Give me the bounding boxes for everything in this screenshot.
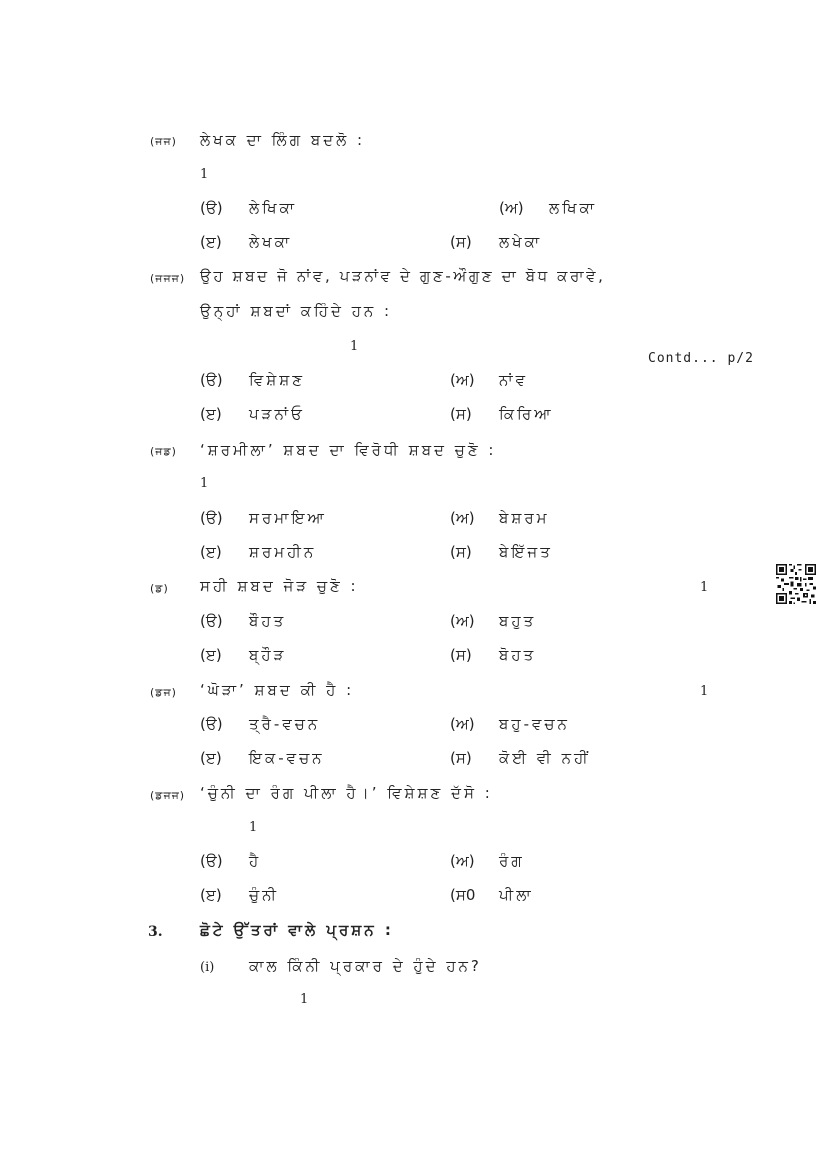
question-text: ‘ਸ਼ਰਮੀਲਾ’ ਸ਼ਬਦ ਦਾ ਵਿਰੋਧੀ ਸ਼ਬਦ ਚੁਣੋ :: [200, 441, 497, 459]
option-text: ਲਖਿਕਾ: [549, 199, 598, 217]
question-marks: 1: [249, 820, 258, 835]
option-text: ਤ੍ਰੈ-ਵਚਨ: [249, 715, 321, 733]
option-text: ਪੀਲਾ: [499, 886, 534, 904]
question-text: ‘ਚੁੰਨੀ ਦਾ ਰੰਗ ਪੀਲਾ ਹੈ।’ ਵਿਸ਼ੇਸ਼ਣ ਦੱਸੋ :: [200, 784, 493, 802]
option-text: ਪੜਨਾਂਓ: [249, 405, 305, 423]
option-label: (ਅ): [450, 509, 475, 527]
option-label: (ੳ): [200, 612, 223, 630]
question-text-line2: ਉਨ੍ਹਾਂ ਸ਼ਬਦਾਂ ਕਹਿੰਦੇ ਹਨ :: [200, 302, 393, 320]
option-label: (ਸ): [450, 543, 472, 561]
option-text: ਬਹੁ-ਵਚਨ: [499, 715, 570, 733]
option-text: ਕਿਰਿਆ: [499, 405, 554, 423]
option-text: ਸ਼ਰਮਹੀਨ: [249, 543, 317, 561]
option-label: (ੲ): [200, 749, 222, 767]
question-label: (ਜਡ): [150, 445, 177, 458]
option-text: ਬੋਹਤ: [499, 646, 537, 664]
option-text: ਕੋਈ ਵੀ ਨਹੀਂ: [499, 749, 591, 767]
option-text: ਬੌਹਤ: [249, 612, 287, 630]
option-text: ਰੰਗ: [499, 852, 525, 870]
option-label: (ੳ): [200, 199, 223, 217]
option-text: ਲੇਖਿਕਾ: [249, 199, 298, 217]
option-text: ਬੇਇੱਜਤ: [499, 543, 553, 561]
option-text: ਬਹੁਤ: [499, 612, 537, 630]
question-marks: 1: [700, 580, 709, 595]
question-text: ਲੇਖਕ ਦਾ ਲਿੰਗ ਬਦਲੋ :: [200, 131, 366, 149]
option-label: (ੲ): [200, 405, 222, 423]
option-label: (ਅ): [450, 612, 475, 630]
option-label: (ੲ): [200, 886, 222, 904]
option-text: ਚੁੰਨੀ: [249, 886, 280, 904]
option-label: (ਸ): [450, 646, 472, 664]
option-label: (ੳ): [200, 715, 223, 733]
question-label: (ਡਜ): [150, 686, 177, 699]
option-text: ਇਕ-ਵਚਨ: [249, 749, 325, 767]
option-label: (ਅ): [450, 852, 475, 870]
question-marks: 1: [700, 684, 709, 699]
option-text: ਬੇਸ਼ਰਮ: [499, 509, 550, 527]
option-text: ਸਰਮਾਇਆ: [249, 509, 327, 527]
question-label: (ਡ): [150, 582, 169, 595]
option-label: (ਸ): [450, 749, 472, 767]
question-label: (ਡਜਜ): [150, 789, 186, 802]
question-text: ਸਹੀ ਸ਼ਬਦ ਜੋੜ ਚੁਣੋ :: [200, 577, 359, 595]
option-label: (ਅ): [499, 199, 524, 217]
continued-note: Contd... p/2: [648, 351, 754, 366]
option-label: (ੳ): [200, 371, 223, 389]
option-text: ਹੈ: [249, 852, 262, 870]
section-number: 3.: [148, 924, 163, 940]
option-text: ਲਖੇਕਾ: [499, 233, 543, 251]
subquestion-text: ਕਾਲ ਕਿੰਨੀ ਪ੍ਰਕਾਰ ਦੇ ਹੁੰਦੇ ਹਨ?: [249, 957, 482, 975]
option-label: (ੲ): [200, 543, 222, 561]
question-marks: 1: [350, 339, 359, 354]
option-label: (ੲ): [200, 233, 222, 251]
question-marks: 1: [200, 476, 209, 491]
option-label: (ਸ0: [450, 886, 476, 904]
subquestion-label: (i): [200, 960, 215, 975]
question-marks: 1: [200, 167, 209, 182]
option-text: ਨਾਂਵ: [499, 371, 529, 389]
option-label: (ਅ): [450, 371, 475, 389]
qr-code-icon: [776, 564, 816, 604]
option-text: ਬ੍ਹੌੜ: [249, 646, 287, 664]
option-label: (ਸ): [450, 405, 472, 423]
question-text: ‘ਘੋੜਾ’ ਸ਼ਬਦ ਕੀ ਹੈ :: [200, 681, 355, 699]
question-label: (ਜਜਜ): [150, 272, 186, 285]
option-text: ਵਿਸ਼ੇਸ਼ਣ: [249, 371, 305, 389]
subquestion-marks: 1: [300, 992, 309, 1007]
option-text: ਲੇਖਕਾ: [249, 233, 293, 251]
option-label: (ੳ): [200, 509, 223, 527]
question-label: (ਜਜ): [150, 135, 177, 148]
option-label: (ਅ): [450, 715, 475, 733]
option-label: (ੲ): [200, 646, 222, 664]
option-label: (ਸ): [450, 233, 472, 251]
option-label: (ੳ): [200, 852, 223, 870]
section-title: ਛੋਟੇ ਉੱਤਰਾਂ ਵਾਲੇ ਪ੍ਰਸ਼ਨ :: [200, 921, 394, 939]
question-text: ਉਹ ਸ਼ਬਦ ਜੋ ਨਾਂਵ, ਪੜਨਾਂਵ ਦੇ ਗੁਣ-ਔਗੁਣ ਦਾ ਬੋਧ ਕਰਾਵੇ,: [200, 267, 606, 285]
